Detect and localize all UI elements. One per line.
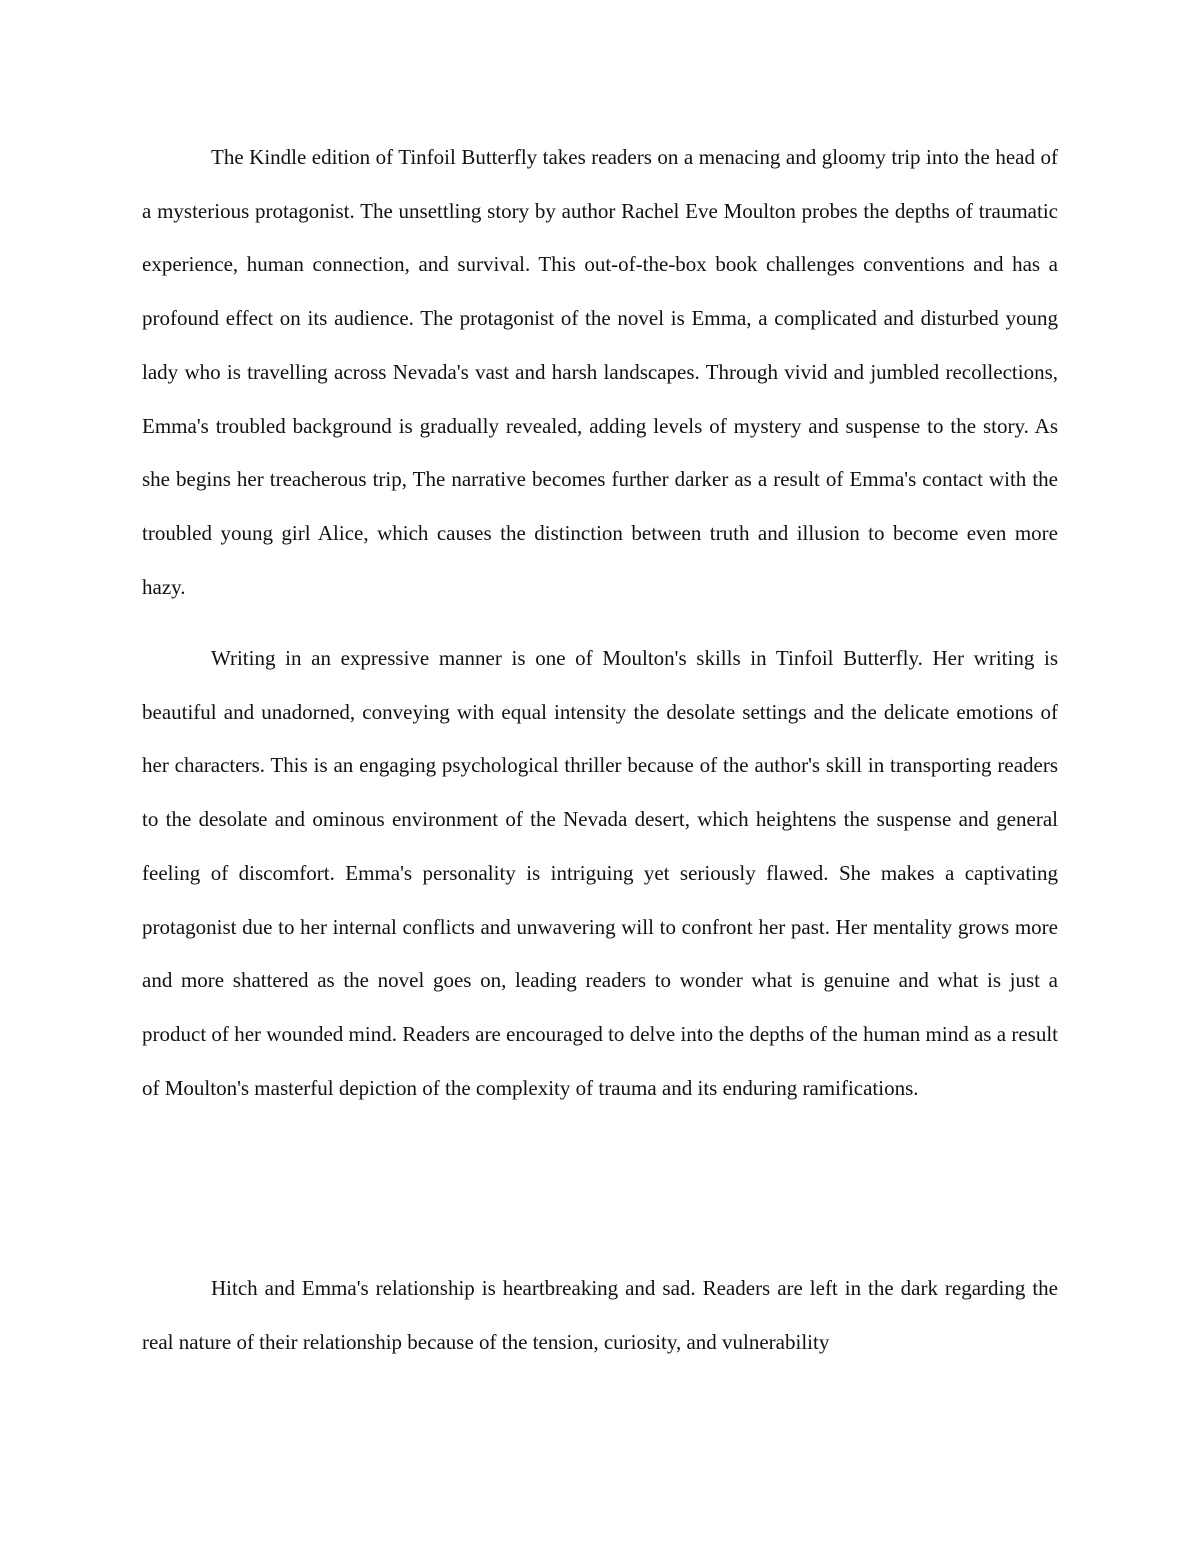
paragraph-intro: The Kindle edition of Tinfoil Butterfly takes readers on a menacing and gloomy trip into the head of a mysterious protagonist. The unsettling story by author Rachel Eve Moulton probes the depths of traumatic experience, human connection, and survival. This out-of-the-box book challenges conventions and has a profound effect on its audience. The protagonist of the novel is Emma, a complicated and disturbed young lady who is travelling across Nevada's vast and harsh landscapes. Through vivid and jumbled recollections, Emma's troubled background is gradually revealed, adding levels of mystery and suspense to the story. As she begins her treacherous trip, The narrative becomes further darker as a result of Emma's contact with the troubled young girl Alice, which causes the distinction between truth and illusion to become even more hazy. [142, 145, 1058, 599]
paragraph-relationship: Hitch and Emma's relationship is heartbreaking and sad. Readers are left in the dark regarding the real nature of their relationship because of the tension, curiosity, and vulnerability [142, 1276, 1058, 1354]
paragraph-writing-style: Writing in an expressive manner is one of Moulton's skills in Tinfoil Butterfly. Her writing is beautiful and unadorned, conveying with equal intensity the desolate settings and the delicate emotions of her characters. This is an engaging psychological thriller because of the author's skill in transporting readers to the desolate and ominous environment of the Nevada desert, which heightens the suspense and general feeling of discomfort. Emma's personality is intriguing yet seriously flawed. She makes a captivating protagonist due to her internal conflicts and unwavering will to confront her past. Her mentality grows more and more shattered as the novel goes on, leading readers to wonder what is genuine and what is just a product of her wounded mind. Readers are encouraged to delve into the depths of the human mind as a result of Moulton's masterful depiction of the complexity of trauma and its enduring ramifications. [142, 646, 1058, 1100]
